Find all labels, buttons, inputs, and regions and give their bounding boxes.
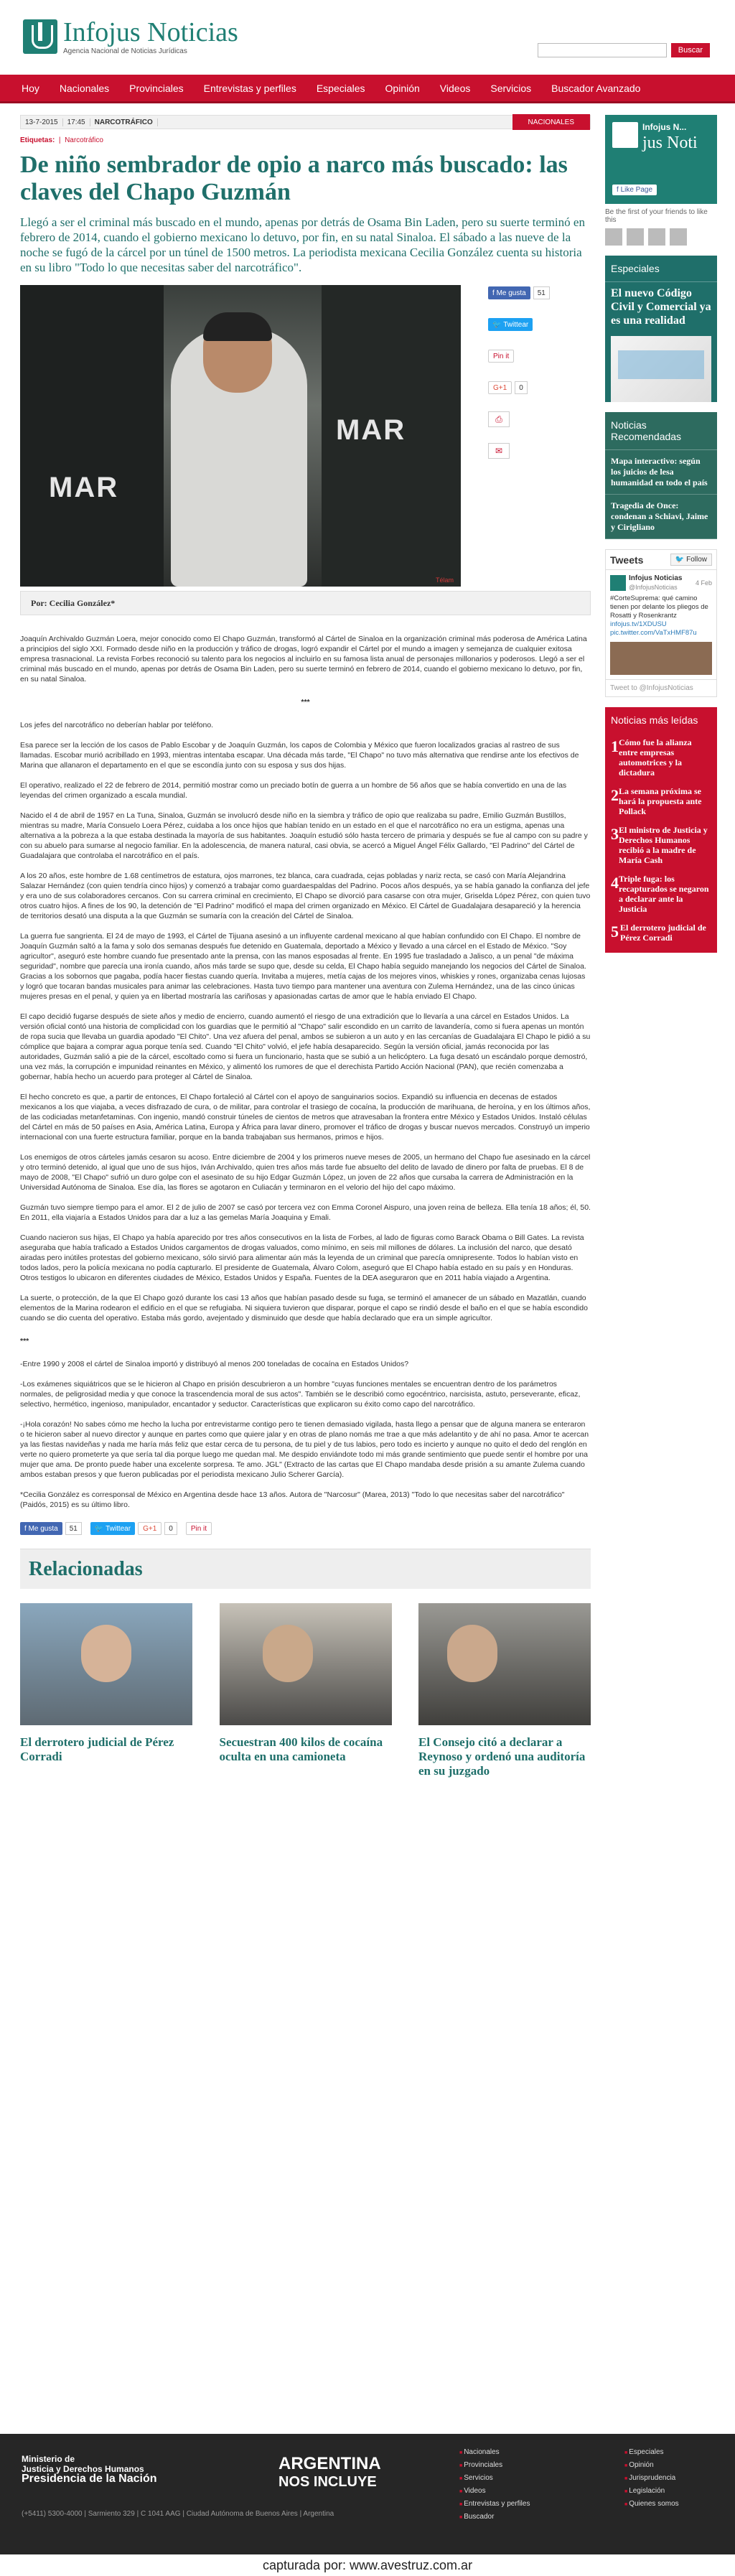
- article-body: [20, 634, 591, 1510]
- photo-text-left: MAR: [49, 472, 119, 503]
- recommended-item[interactable]: Tragedia de Once: condenan a Schiavi, Jaime y Cirigliano: [605, 495, 717, 539]
- most-read-item[interactable]: 4 Triple fuga: los recapturados se negaron a declarar ante la Justicia: [611, 874, 709, 914]
- related-item[interactable]: [418, 1603, 591, 1778]
- related-item-title[interactable]: Secuestran 400 kilos de cocaína oculta en una camioneta: [219, 1735, 383, 1763]
- article-paragraph: Guzmán tuvo siempre tiempo para el amor. El 2 de julio de 2007 se casó por tercera vez con Emma Coronel Aispuro, una joven reina de belleza. Ella tenía 18 años; él, 50. En 2011, ella viajaría a Estados Unidos para dar a luz a las gemelas María Joaquina y Emali.: [20, 1203, 591, 1222]
- especiales-title: Especiales: [605, 256, 717, 282]
- most-read-box: [605, 707, 717, 953]
- footer-link[interactable]: ■ Buscador: [459, 2513, 530, 2521]
- article-time: 17:45: [63, 118, 90, 126]
- tweet-button[interactable]: 🐦 Twittear: [90, 1522, 135, 1535]
- article-author: Por: Cecilia González*: [20, 591, 591, 615]
- avatar: [627, 228, 644, 246]
- facebook-page-logo: [612, 122, 638, 148]
- tweet-button[interactable]: 🐦 Twittear: [488, 318, 533, 331]
- facebook-like-button[interactable]: f Me gusta: [488, 286, 530, 299]
- related-item[interactable]: [220, 1603, 392, 1778]
- tags-label: Etiquetas:: [20, 136, 55, 144]
- recommended-item[interactable]: Mapa interactivo: según los juicios de lesa humanidad en todo el país: [605, 450, 717, 495]
- photo-text-right: MAR: [336, 414, 406, 446]
- pinterest-button[interactable]: Pin it: [186, 1522, 212, 1535]
- most-read-title: Noticias más leídas: [611, 714, 698, 726]
- sidebar: [605, 115, 717, 953]
- article-paragraph: La suerte, o protección, de la que El Chapo gozó durante los casi 13 años que habían pasado desde su fuga, se terminó el amanecer de un sábado en Mazatlán, cuando elementos de la Marina rodearon el edificio en el que se refugiaba. Ni siquiera tuvieron que disparar, porque el capo se rindió desde el baño en el que se había escondido cuando se dio cuenta del operativo. Estaba más gordo, avejentado y disminuido que desde que había declarado que era un simple agricultor.: [20, 1294, 588, 1322]
- search-button[interactable]: Buscar: [671, 43, 710, 57]
- photo-credit: Télam: [435, 577, 454, 584]
- nav-item-servicios[interactable]: Servicios: [490, 82, 532, 94]
- article-paragraph: El operativo, realizado el 22 de febrero de 2014, permitió mostrar como un preciado botín de guerra a un hombre de 56 años que se había convertido en una de las leyendas del crimen organizado a escala mundial.: [20, 781, 567, 800]
- footer-link[interactable]: ■ Nacionales: [459, 2448, 530, 2456]
- related-item-title[interactable]: El derrotero judicial de Pérez Corradi: [20, 1735, 174, 1763]
- share-panel: [488, 285, 581, 475]
- facebook-friends: [605, 228, 717, 246]
- article-paragraph: Nacido el 4 de abril de 1957 en La Tuna, Sinaloa, Guzmán se involucró desde niño en la siembra y tráfico de opio que realizaba su padre, Emilio Guzmán Bustillos, mientras su madre, María Consuelo Loera Pérez, cuidaba a los once hijos que habían tenido en un estado en el que el narcotráfico no era un estigma, apenas una alternativa a la pobreza a la que estaba destinada la mayoría de sus habitantes. Joaquín estudió sólo hasta tercero de primaria y después se fue al campo con su padre y con su abuelo para sumarse al negocio familiar. En la adolescencia, de manera natural, casi obvia, se acercó a Miguel Ángel Félix Gallardo, "El Padrino" del Cártel de Guadalajara que controlaba el narcotráfico en el país.: [20, 811, 588, 860]
- especiales-image[interactable]: [611, 336, 711, 402]
- article-paragraph: Esa parece ser la lección de los casos de Pablo Escobar y de Joaquín Guzmán, los capos de Colombia y México que fueron localizados gracias al rastreo de sus llamadas. Escobar murió acribillado en 1993, mientras intentaba escapar. Una década más tarde, "El Chapo" no tuvo más alternativa que rendirse ante los efectivos de Marina que allanaron el departamento en el que se escondía junto con su esposa y sus dos hijas.: [20, 741, 579, 770]
- article-paragraph: El hecho concreto es que, a partir de entonces, El Chapo fortaleció al Cártel con el apoyo de sanguinarios socios. Expandió su influencia en decenas de estados mexicanos a los que viajaba, a veces disfrazado de cura, o de militar, para controlar el trasiego de cocaína, la producción de marihuana, de heroína, y en los últimos años, de las codiciadas metanfetaminas. Con ingenio, mandó construir túneles de cientos de metros que atravesaban la frontera entre México y Estados Unidos. Instaló células del Cártel en más de 50 países en Asia, América Latina, Europa y África para lavar dinero, promover el tráfico de drogas y buscar nuevos mercados. Construyó un imperio internacional con una fuerte estructura familiar, porque en la banda trabajaban sus hermanos, primos e hijos.: [20, 1093, 591, 1142]
- nav-item-hoy[interactable]: Hoy: [22, 82, 39, 94]
- related-image[interactable]: [20, 1603, 192, 1725]
- related-image[interactable]: [220, 1603, 392, 1725]
- facebook-widget-text: Be the first of your friends to like this: [605, 208, 708, 224]
- recommended-box: [605, 412, 717, 539]
- search-form: [538, 43, 710, 57]
- tweet[interactable]: [606, 570, 716, 679]
- especiales-item[interactable]: El nuevo Código Civil y Comercial ya es una realidad: [611, 287, 711, 327]
- tweet-text: #CorteSuprema: qué camino tienen por delante los pliegos de Rosatti y Rosenkrantz: [610, 594, 708, 620]
- google-plus-count: 0: [164, 1522, 177, 1535]
- article-media: [20, 285, 591, 587]
- pinterest-button[interactable]: Pin it: [488, 350, 514, 363]
- footer-link[interactable]: ■ Especiales: [624, 2448, 679, 2456]
- article-paragraph: Cuando nacieron sus hijas, El Chapo ya había aparecido por tres años consecutivos en la lista de Forbes, al lado de figuras como Barack Obama o Bill Gates. La revista aseguraba que había traficado a Estados Unidos cargamentos de drogas valuados, como mínimo, en seis mil millones de dólares. La inclusión del narco, que desató airadas pero inútiles protestas del gobierno mexicano, sólo sirvió para alimentar aún más la leyenda de un criminal que parecía omnipresente. Todos lo habían visto en todos lados, pero la policía mexicana no podía capturarlo. El presidente de Guatemala, Álvaro Colom, aseguró que El Chapo había estado en su país y en Honduras. Otros testigos lo ubicaron en diferentes ciudades de México, Estados Unidos y España. Fuentes de la DEA aseguraron que en 2011 había viajado a Argentina.: [20, 1233, 584, 1282]
- footer-link[interactable]: ■ Jurisprudencia: [624, 2474, 679, 2482]
- footer-link[interactable]: ■ Videos: [459, 2487, 530, 2495]
- article-paragraph: Los jefes del narcotráfico no deberían hablar por teléfono.: [20, 721, 214, 729]
- article-paragraph: A los 20 años, este hombre de 1.68 centímetros de estatura, ojos marrones, tez blanca, cara cuadrada, cejas pobladas y nariz recta, se casó con María Alejandrina Salazar Hernández (con quien tendría cinco hijos) y comenzó a trabajar como guardaespaldas del Padrino. Pocos años después, ya se había ganado la confianza del jefe y era uno de sus colaboradores cercanos. Con su carrera criminal en crecimiento, El Chapo se divorció para casarse con otra mujer, Griselda López Pérez, con quien tuvo otros cuatro hijos. A fines de los 90, la detención de "El Padrino" modificó el mapa del crimen organizado en México. El Cártel de Guadalajara desapareció y la herencia de territorios desató una disputa a la que Guzmán se sumaría con la creación del Cártel de Sinaloa.: [20, 872, 591, 920]
- article-date: 13-7-2015: [21, 118, 63, 126]
- related-item-title[interactable]: El Consejo citó a declarar a Reynoso y ordenó una auditoría en su juzgado: [418, 1735, 586, 1778]
- tweet-to-box[interactable]: Tweet to @InfojusNoticias: [606, 679, 716, 696]
- ministry-logo[interactable]: Ministerio de Justicia y Derechos Humanos Presidencia de la Nación: [22, 2454, 157, 2485]
- most-read-item[interactable]: 1 Cómo fue la alianza entre empresas automotrices y la dictadura: [611, 737, 692, 778]
- brand-title-a: Infojus: [63, 17, 141, 47]
- article-tags: Etiquetas: | Narcotráfico: [20, 136, 103, 144]
- article-paragraph: -Los exámenes siquiátricos que se le hicieron al Chapo en prisión descubrieron a un hombre "cuyas funciones mentales se encuentran dentro de los parámetros normales, de peligrosidad media y que conoce la trascendencia moral de sus actos". También se le describió como egocéntrico, narcisista, astuto, perseverante, eficaz, selectivo, hermético, ingenioso, manipulador, encantador y seductor. Características que explicaron su éxito como capo del narcotráfico.: [20, 1380, 581, 1409]
- facebook-like-count: 51: [65, 1522, 82, 1535]
- twitter-widget: [605, 549, 717, 697]
- article-paragraph: -¡Hola corazón! No sabes cómo me hecho la lucha por entrevistarme contigo pero te tienen demasiado vigilada, hasta llego a pensar que de alguna manera se enteraron o te hicieron saber al nuevo director y aunque en partes como que quiere jalar y en otras de plano nomás me trae a que más adelantito y de ahí no pasa. Amor te acercan ya las fiestas navideñas y nada me haría más feliz que estar cerca de tu persona, de tu piel y de tus labios, pero todo es incierto y aunque no quito el dedo del renglón en verte no quiero prometerte ya que sería tal dia porque luego me quedan mal. Me despido enviándote todo mi más grande sentimiento que puede sentir el hombre por una mujer que ama. De pronto puede haber una excelente sorpresa. Te amo. JGL" (Extracto de las cartas que El Chapo mandaba desde prisión a su amante Zulema cuando ambos estaban presos y que fueron publicadas por el periodista mexicano Julio Scherer García).: [20, 1420, 589, 1479]
- avatar: [648, 228, 665, 246]
- email-icon[interactable]: ✉: [488, 443, 510, 459]
- related-title: Relacionadas: [20, 1549, 591, 1589]
- google-plus-count: 0: [515, 381, 528, 394]
- related-section: [20, 1549, 591, 1778]
- footer-link[interactable]: ■ Opinión: [624, 2461, 679, 2469]
- facebook-like-count: 51: [533, 286, 550, 299]
- twitter-follow-button[interactable]: 🐦 Follow: [670, 554, 712, 566]
- google-plus-button[interactable]: G+1: [138, 1522, 161, 1535]
- nav-item-especiales[interactable]: Especiales: [316, 82, 365, 94]
- main-nav: [0, 75, 735, 103]
- brand-title-b: Noticias: [147, 17, 238, 47]
- section-tab[interactable]: NACIONALES: [512, 114, 590, 130]
- avatar: [670, 228, 687, 246]
- footer-address: (+5411) 5300-4000 | Sarmiento 329 | C 1041 AAG | Ciudad Autónoma de Buenos Aires | Argentina: [22, 2510, 334, 2518]
- tweet-handle[interactable]: @InfojusNoticias: [629, 584, 678, 591]
- footer-links-1: [459, 2448, 530, 2526]
- nos-incluye-text: NOS INCLUYE: [278, 2474, 377, 2490]
- footer-link[interactable]: ■ Quienes somos: [624, 2500, 679, 2508]
- logo-icon: [23, 19, 57, 54]
- footer-link[interactable]: ■ Servicios: [459, 2474, 530, 2482]
- article-paragraph: La guerra fue sangrienta. El 24 de mayo de 1993, el Cártel de Tijuana asesinó a un influyente cardenal mexicano al que habían confundido con El Chapo. El nombre de Joaquín Guzmán saltó a la fama y solo dos semanas después fue detenido en Guatemala, deportado a México y llevado a una cárcel en el Estado de México. "Soy agricultor", aseguró este hombre cuando fue presentado ante la prensa, con las manos esposadas al frente. En 1995 fue trasladado a Jalisco, a un penal "de máxima seguridad", nombre que parecía una ironía cuando, años más tarde se supo que, desde su celda, El Chapo había seguido manejando los negocios del Cártel de Sinaloa. Gracias a los sobornos que pagaba, podía hacer fiestas cuando quería. Invitaba a mujeres, metía cajas de los mejores vinos, whiskies y rones, organizaba cenas lujosas y logró que tocaran bandas musicales para animar las celebraciones. Hasta tuvo tiempo para mantener una aventura con Zulema Hernández, una de las cinco únicas mujeres presas en el penal, y quien ya en libertad mostraría las cariñosas y apasionadas cartas de amor que le había enviado El Chapo.: [20, 932, 586, 1001]
- recommended-title: Noticias Recomendadas: [605, 412, 717, 450]
- argentina-logo: ARGENTINA: [278, 2454, 381, 2473]
- tweet-image[interactable]: [610, 642, 712, 675]
- separator: ***: [301, 698, 310, 706]
- most-read-item[interactable]: 3 El ministro de Justicia y Derechos Humanos recibió a la madre de María Cash: [611, 825, 708, 865]
- facebook-like-button[interactable]: f Me gusta: [20, 1522, 62, 1535]
- article-meta: [20, 115, 591, 129]
- nav-item-videos[interactable]: Videos: [439, 82, 471, 94]
- most-read-item[interactable]: 5 El derrotero judicial de Pérez Corradi: [611, 923, 706, 943]
- footer-links-2: [624, 2448, 679, 2513]
- facebook-page-name[interactable]: Infojus N...: [642, 122, 687, 132]
- nav-item-nacionales[interactable]: Nacionales: [59, 82, 110, 94]
- article-paragraph: -Entre 1990 y 2008 el cártel de Sinaloa importó y distribuyó al menos 200 toneladas de cocaína en Estados Unidos?: [20, 1360, 409, 1368]
- tweets-title: Tweets: [610, 554, 644, 566]
- separator: ***: [20, 1337, 29, 1345]
- article-lead: Llegó a ser el criminal más buscado en el mundo, apenas por detrás de Osama Bin Laden, pero su suerte terminó en febrero de 2014, cuando el gobierno mexicano lo detuvo, por fin, en su natal Sinaloa. El sábado a las nueve de la noche se fugó de la cárcel por un túnel de 1500 metros. La periodista mexicana Cecilia González cuenta su historia en su libro "Todo lo que necesitas saber del narcotráfico".: [20, 215, 585, 274]
- article-category: NARCOTRÁFICO: [90, 118, 158, 126]
- brand-subtitle: Agencia Nacional de Noticias Jurídicas: [63, 47, 187, 55]
- footer-link[interactable]: ■ Legislación: [624, 2487, 679, 2495]
- especiales-box: [605, 256, 717, 402]
- tag-link[interactable]: Narcotráfico: [65, 136, 103, 144]
- article-paragraph: El capo decidió fugarse después de siete años y medio de encierro, cuando aumentó el riesgo de una extradición que lo llevaría a una cárcel en Estados Unidos. La versión oficial contó una historia de complicidad con los guardias que le permitió al "Chapo" salir escondido en un carrito de lavandería, como si fuera apenas un montón de ropa sucia que llevaba un guardia apodado "El Chito". Una vez afuera del penal, ambos se subieron a un auto y en las cercanías de Guadalajara El Chapo le pidió a su cómplice que bajara a comprar agua porque tenía sed. Cuando "El Chito" volvió, el jefe había desaparecido. Según la versión oficial, jamás reconocida por las autoridades, Guzmán salió a pie de la cárcel, escoltado como si fuera un funcionario, hasta que se subió a un helicóptero. La fuga desató un escándalo porque demostró, una vez más, la corrupción e impunidad reinantes en México, y alimentó los rumores de que el derechista Partido Acción Nacional (PAN), que recién comenzaba a gobernar, había hecho un acuerdo para proteger al Cártel de Sinaloa.: [20, 1012, 591, 1081]
- footer: [0, 2434, 735, 2554]
- tweet-date: 4 Feb: [695, 579, 712, 587]
- article-paragraph: Los enemigos de otros cárteles jamás cesaron su acoso. Entre diciembre de 2004 y los primeros nueve meses de 2005, un hermano del Chapo fue asesinado en la cárcel y otro terminó detenido, al igual que uno de sus hijos, Iván Archivaldo, quien tres años más tarde fue absuelto del delito de lavado de dinero por falta de pruebas. El 8 de mayo de 2008, "El Chapo" sufrió un duro golpe con el asesinato de su hijo Edgar Guzmán López, un joven de 22 años que cursaba la carrera de Administración en la Universidad Autónoma de Sinaloa. Ese día, las flores se agotaron en Culiacán y terminaron en el velorio del hijo del capo máximo.: [20, 1153, 591, 1192]
- article: [20, 115, 591, 1778]
- nav-item-provinciales[interactable]: Provinciales: [129, 82, 184, 94]
- bottom-share: [20, 1520, 591, 1537]
- tweet-link[interactable]: infojus.tv/1XDUSU pic.twitter.com/VaTxHMF87u: [610, 620, 697, 637]
- footer-link[interactable]: ■ Provinciales: [459, 2461, 530, 2469]
- most-read-item[interactable]: 2 La semana próxima se hará la propuesta ante Pollack: [611, 786, 702, 816]
- tweet-author[interactable]: Infojus Noticias: [629, 574, 683, 582]
- article-headline: De niño sembrador de opio a narco más buscado: las claves del Chapo Guzmán: [20, 151, 568, 205]
- article-paragraph: Joaquín Archivaldo Guzmán Loera, mejor conocido como El Chapo Guzmán, transformó al Cártel de Sinaloa en la organización criminal más poderosa de América Latina a principios del siglo XXI. Formado desde niño en la producción y tráfico de drogas, logró expandir el Cártel por el mundo a imagen y semejanza de cualquier exitosa empresa trasnacional. La revista Forbes reconoció su talento para los negocios al incluirlo en su famosa lista anual de personajes millonarios y poderosos. Llegó a ser el criminal más buscado en el mundo, apenas por detrás de Osama Bin Laden, pero su suerte terminó en febrero de 2014, cuando el gobierno mexicano lo detuvo, por fin, en su natal Sinaloa.: [20, 635, 587, 683]
- related-item[interactable]: [20, 1603, 192, 1778]
- header: [0, 0, 735, 75]
- article-paragraph: *Cecilia González es corresponsal de México en Argentina desde hace 13 años. Autora de "Narcosur" (Marea, 2013) "Todo lo que necesitas saber del narcotráfico" (Paidós, 2015) es su último libro.: [20, 1490, 565, 1509]
- avatar: [605, 228, 622, 246]
- facebook-logo-text: jus Noti: [642, 134, 698, 152]
- nav-item-opinion[interactable]: Opinión: [385, 82, 420, 94]
- google-plus-button[interactable]: G+1: [488, 381, 512, 394]
- capture-credit: capturada por: www.avestruz.com.ar: [0, 2554, 735, 2576]
- footer-link[interactable]: ■ Entrevistas y perfiles: [459, 2500, 530, 2508]
- nav-item-buscador[interactable]: Buscador Avanzado: [551, 82, 641, 94]
- avatar: [610, 575, 626, 591]
- search-input[interactable]: [538, 43, 667, 57]
- facebook-like-page-button[interactable]: f Like Page: [612, 185, 657, 195]
- facebook-widget[interactable]: [605, 115, 717, 204]
- related-image[interactable]: [418, 1603, 591, 1725]
- nav-item-entrevistas[interactable]: Entrevistas y perfiles: [203, 82, 296, 94]
- article-photo: [20, 285, 461, 587]
- print-icon[interactable]: ⎙: [488, 411, 510, 427]
- site-logo[interactable]: [23, 19, 238, 55]
